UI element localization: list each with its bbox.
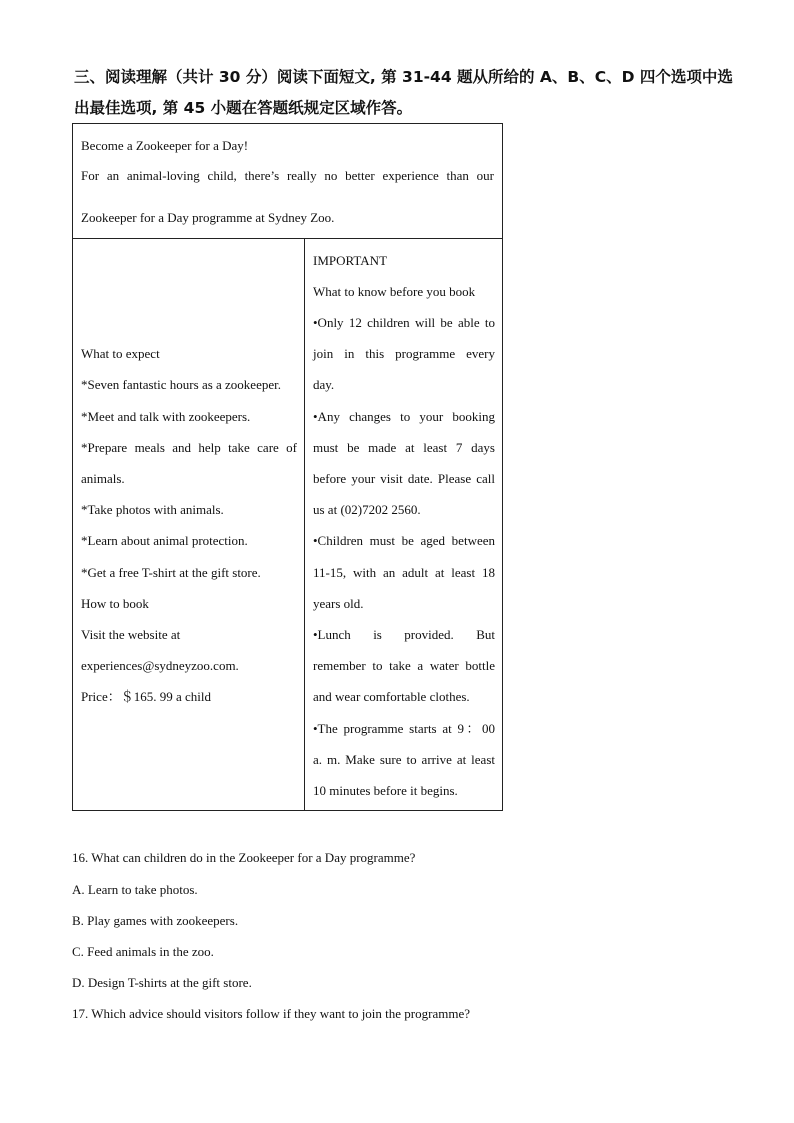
passage-table: [72, 123, 503, 811]
passage-title: Become a Zookeeper for a Day!: [81, 138, 249, 153]
right-line: •The programme starts at 9：00: [313, 721, 495, 736]
section-heading: [74, 62, 734, 124]
right-line: •Lunch is provided. But: [313, 627, 495, 642]
right-line: •Only 12 children will be able to: [313, 315, 495, 330]
right-line: years old.: [313, 596, 364, 611]
right-line: 10 minutes before it begins.: [313, 783, 458, 798]
heading-line-1: 三、阅读理解（共计 30 分）阅读下面短文, 第 31-44 题从所给的 A、B、C、D 四个选项中选: [74, 68, 733, 86]
question-17: 17. Which advice should visitors follow if they want to join the programme?: [72, 1006, 470, 1021]
option-c: C. Feed animals in the zoo.: [72, 944, 214, 959]
right-line: What to know before you book: [313, 284, 476, 299]
right-line: us at (02)7202 2560.: [313, 502, 421, 517]
right-line: •Children must be aged between: [313, 533, 495, 548]
right-line: day.: [313, 377, 335, 392]
right-line: before your visit date. Please call: [313, 471, 495, 486]
left-line: How to book: [81, 596, 149, 611]
right-line: join in this programme every: [313, 346, 495, 361]
left-line: Visit the website at: [81, 627, 181, 642]
left-line: *Learn about animal protection.: [81, 533, 248, 548]
right-line: •Any changes to your booking: [313, 409, 495, 424]
column-divider: [304, 239, 305, 810]
left-line: animals.: [81, 471, 125, 486]
option-d: D. Design T-shirts at the gift store.: [72, 975, 252, 990]
option-a: A. Learn to take photos.: [72, 882, 198, 897]
left-line: *Seven fantastic hours as a zookeeper.: [81, 377, 281, 392]
right-line: a. m. Make sure to arrive at least: [313, 752, 495, 767]
left-line: Price：＄165. 99 a child: [81, 689, 211, 704]
right-line: IMPORTANT: [313, 253, 388, 268]
passage-intro-cell: [73, 124, 502, 239]
left-line: *Prepare meals and help take care of: [81, 440, 297, 455]
left-line: *Meet and talk with zookeepers.: [81, 409, 251, 424]
right-line: must be made at least 7 days: [313, 440, 495, 455]
left-line: *Get a free T-shirt at the gift store.: [81, 565, 261, 580]
heading-line-2: 出最佳选项, 第 45 小题在答题纸规定区域作答。: [74, 99, 413, 117]
question-16: 16. What can children do in the Zookeeper for a Day programme?: [72, 850, 416, 865]
right-line: and wear comfortable clothes.: [313, 689, 470, 704]
left-line: What to expect: [81, 346, 160, 361]
passage-intro-line-1: For an animal-loving child, there’s really no better experience than our: [81, 168, 494, 183]
left-line: *Take photos with animals.: [81, 502, 224, 517]
right-line: remember to take a water bottle: [313, 658, 495, 673]
passage-intro-line-2: Zookeeper for a Day programme at Sydney Zoo.: [81, 210, 335, 225]
option-b: B. Play games with zookeepers.: [72, 913, 239, 928]
left-line: experiences@sydneyzoo.com.: [81, 658, 239, 673]
right-line: 11-15, with an adult at least 18: [313, 565, 495, 580]
